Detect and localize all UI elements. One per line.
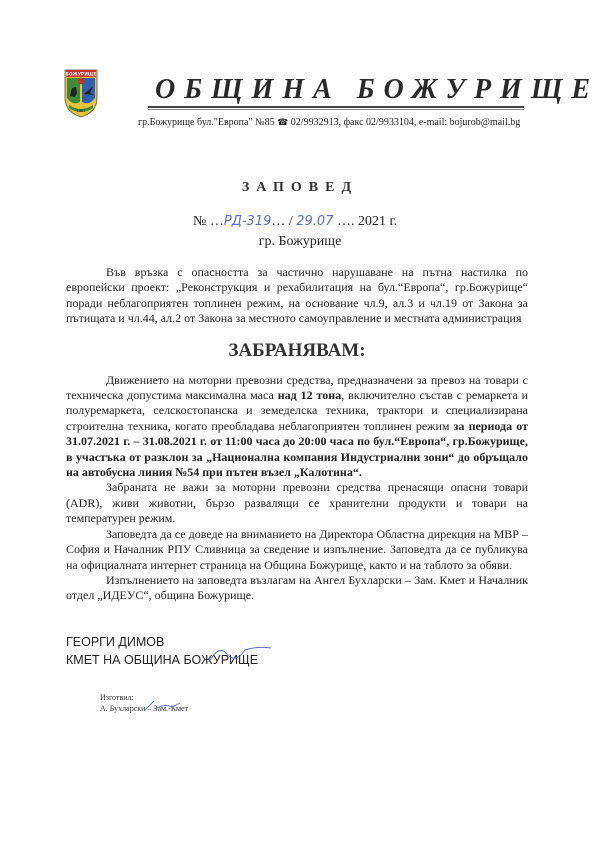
preamble-paragraph: Във връзка с опасността за частично нарушаване на пътна настилка по европейски проект: „Реконструкция и рехабилитация на бул.“Европа“, гр.Божурище“ поради неблагоприятен топлинен режим, на основание чл.9, ал.3 и чл.19 от Закона за пътищата и чл.44, ал.2 от Закона за местното самоуправление и местната администрация bbox=[66, 265, 528, 326]
prepared-by-name: А. Бухларски – Зам.-Кмет bbox=[100, 704, 189, 713]
telephone-icon: ☎ bbox=[277, 118, 289, 128]
signatory-name: ГЕОРГИ ДИМОВ bbox=[66, 635, 165, 649]
municipality-title: ОБЩИНА БОЖУРИЩЕ bbox=[155, 74, 600, 105]
coat-of-arms-logo bbox=[63, 66, 99, 118]
initials-scribble-icon bbox=[142, 699, 182, 713]
order-number-line: № …РД-319… / 29.07 …. 2021 г. bbox=[193, 214, 398, 229]
document-city: гр. Божурище bbox=[258, 234, 342, 249]
contact-address: гр.Божурище бул."Европа" №85 bbox=[138, 117, 275, 128]
contact-details: 02/9932913, факс 02/9933104, e-mail: bojurob@mail.bg bbox=[290, 117, 521, 128]
notification-paragraph: Заповедта да се доведе на вниманието на Директора Областна дирекция на МВР – София и Началник РПУ Сливница за сведение и изпълнение. Заповедта да се публикува на официалната интернет страница на Община Божурище, както и на таблото за обяви. bbox=[66, 526, 528, 572]
forbid-heading: ЗАБРАНЯВАМ: bbox=[228, 339, 366, 361]
signature-scribble-icon bbox=[205, 642, 275, 666]
prepared-by-label: Изготвил: bbox=[100, 693, 134, 702]
contact-line bbox=[138, 117, 520, 128]
execution-paragraph: Изпълнението на заповедта възлагам на Ангел Бухларски – Зам. Кмет и Началник отдел „ИДЕУС“, община Божурище. bbox=[66, 572, 528, 603]
number-prefix: № bbox=[193, 214, 207, 229]
title-underline bbox=[148, 106, 524, 108]
title-underline-secondary bbox=[148, 109, 524, 110]
year-suffix: …. 2021 г. bbox=[336, 214, 398, 229]
number-dots: … bbox=[209, 214, 224, 229]
signatory-role: КМЕТ НА ОБЩИНА БОЖУРИЩЕ bbox=[66, 653, 259, 667]
period-and-section: за периода от 31.07.2021 г. – 31.08.2021 г. от 11:00 часа до 20:00 часа по бул.“Европа“, гр.Божурище, в участъка от разклон за „Национална компания Индустриални зони“ до обръщало на автобусна линия №54 при пътен възел „Калотина“. bbox=[66, 418, 528, 480]
logo-label: БОЖУРИЩЕ bbox=[65, 72, 97, 78]
exemption-paragraph: Забраната не важи за моторни превозни средства пренасящи опасни товари (ADR), живи животни, бързо развалящи се хранителни продукти и товари на температурен режим. bbox=[66, 480, 528, 526]
handwritten-number: РД-319 bbox=[223, 214, 272, 229]
handwritten-date: 29.07 bbox=[296, 214, 334, 229]
order-body bbox=[66, 265, 528, 604]
weight-limit: над 12 тона bbox=[277, 388, 342, 403]
logo-year: 1907 bbox=[76, 109, 86, 113]
prohibition-paragraph: Движението на моторни превозни средства, предназначени за превоз на товари с техническа допустима максимална маса над 12 тона, включително състав с ремаркета и полуремаркета, селскостопанска и земеделска техника, трактори и специализирана строителна техника, когато преобладава неблагоприятен топлинен режим за периода от 31.07.2021 г. – 31.08.2021 г. от 11:00 часа до 20:00 часа по бул.“Европа“, гр.Божурище, в участъка от разклон за „Национална компания Индустриални зони“ до обръщало на автобусна линия №54 при пътен възел „Калотина“. bbox=[66, 372, 529, 480]
document-type: ЗАПОВЕД bbox=[241, 180, 359, 195]
peony-icon bbox=[78, 78, 84, 84]
